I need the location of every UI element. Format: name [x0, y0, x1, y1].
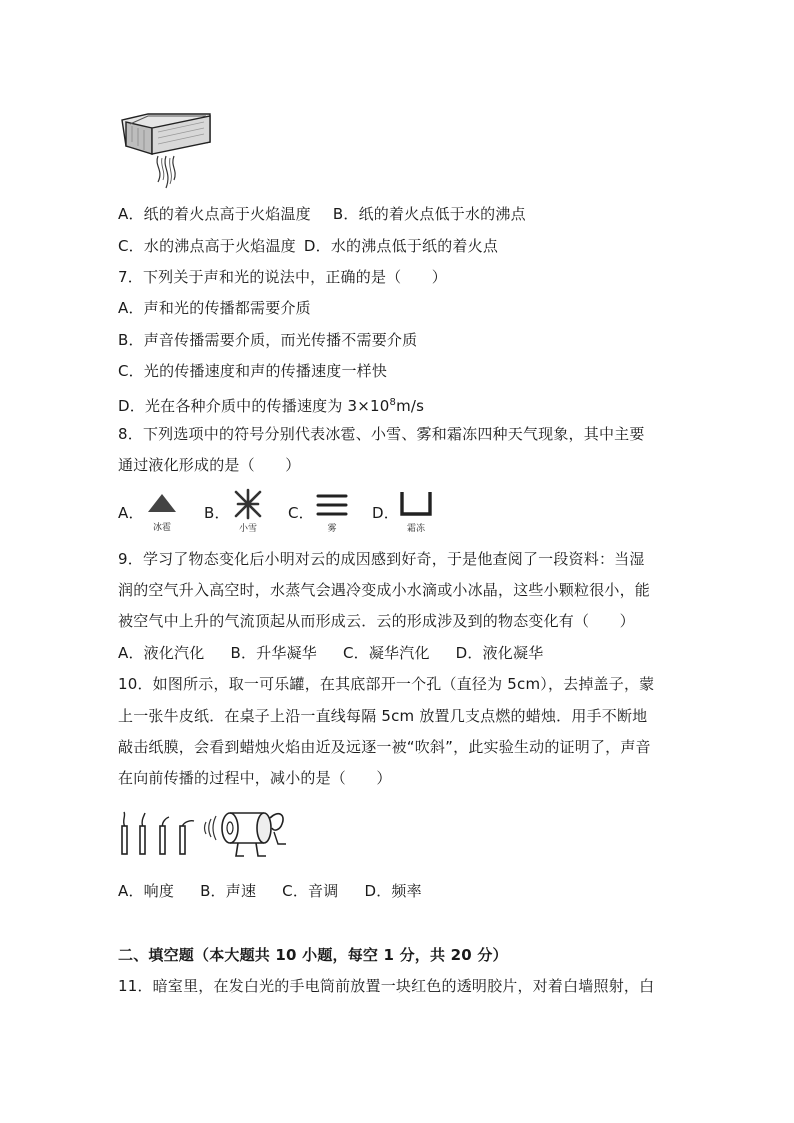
q9-option-c[interactable]: C．凝华汽化	[342, 644, 430, 662]
q11-stem-line-1: 11．暗室里，在发白光的手电筒前放置一块红色的透明胶片，对着白墙照射，白	[118, 977, 655, 995]
q8-option-d-letter[interactable]: D．	[372, 504, 399, 522]
q8-option-b-letter[interactable]: B．	[204, 504, 230, 522]
paper-box-flame-figure	[118, 112, 218, 194]
frost-symbol-icon	[394, 486, 438, 536]
q9-stem-line-1: 9．学习了物态变化后小明对云的成因感到好奇，于是他查阅了一段资料：当湿	[118, 550, 645, 568]
q7-option-c[interactable]: C．光的传播速度和声的传播速度一样快	[118, 362, 388, 380]
section-2-heading: 二、填空题（本大题共 10 小题，每空 1 分，共 20 分）	[118, 946, 508, 964]
q7-stem: 7．下列关于声和光的说法中，正确的是（ ）	[118, 268, 447, 286]
q9-option-b[interactable]: B．升华凝华	[230, 644, 317, 662]
q7-option-a[interactable]: A．声和光的传播都需要介质	[118, 299, 311, 317]
q6-option-d[interactable]: D．水的沸点低于纸的着火点	[303, 237, 499, 255]
q6-option-c[interactable]: C．水的沸点高于火焰温度	[118, 237, 296, 255]
q7-option-d-prefix: D．光在各种介质中的传播速度为 3×10	[118, 397, 390, 415]
q8-caption-b: 小雪	[238, 524, 258, 534]
q6-option-b[interactable]: B．纸的着火点低于水的沸点	[332, 205, 526, 223]
candles-and-can-figure	[118, 800, 298, 864]
q6-options-row-1	[118, 204, 526, 224]
q8-option-a-letter[interactable]: A．	[118, 504, 144, 522]
q9-stem-line-3: 被空气中上升的气流顶起从而形成云．云的形成涉及到的物态变化有（ ）	[118, 612, 635, 630]
q7-option-d-unit: m/s	[396, 397, 425, 415]
q9-option-d[interactable]: D．液化凝华	[455, 644, 544, 662]
q7-option-b[interactable]: B．声音传播需要介质，而光传播不需要介质	[118, 331, 418, 349]
fog-symbol-icon	[310, 488, 354, 536]
q10-option-b[interactable]: B．声速	[200, 882, 257, 900]
snow-symbol-icon	[226, 486, 270, 536]
q10-option-d[interactable]: D．频率	[364, 882, 422, 900]
q8-option-c-letter[interactable]: C．	[288, 504, 314, 522]
q9-option-a[interactable]: A．液化汽化	[118, 644, 205, 662]
q10-options-row	[118, 881, 422, 901]
q10-option-c[interactable]: C．音调	[282, 882, 339, 900]
q9-stem-line-2: 润的空气升入高空时，水蒸气会遇冷变成小水滴或小冰晶，这些小颗粒很小，能	[118, 581, 651, 599]
q10-stem-line-3: 敲击纸膜，会看到蜡烛火焰由近及远逐一被“吹斜”，此实验生动的证明了，声音	[118, 738, 651, 756]
q10-stem-line-4: 在向前传播的过程中，减小的是（ ）	[118, 769, 392, 787]
q10-stem-line-1: 10．如图所示，取一可乐罐，在其底部开一个孔（直径为 5cm），去掉盖子，蒙	[118, 675, 655, 693]
q8-caption-c: 雾	[327, 524, 337, 534]
q6-option-a[interactable]: A．纸的着火点高于火焰温度	[118, 205, 311, 223]
hail-symbol-icon	[140, 488, 184, 536]
q9-options-row	[118, 643, 543, 663]
q10-option-a[interactable]: A．响度	[118, 882, 175, 900]
q6-options-row-2	[118, 236, 498, 256]
q8-caption-d: 霜冻	[406, 524, 426, 534]
q10-stem-line-2: 上一张牛皮纸．在桌子上沿一直线每隔 5cm 放置几支点燃的蜡烛．用手不断地	[118, 707, 648, 725]
q7-option-d[interactable]	[118, 393, 424, 416]
q8-caption-a: 冰雹	[152, 523, 172, 533]
q8-stem-line-1: 8．下列选项中的符号分别代表冰雹、小雪、雾和霜冻四种天气现象，其中主要	[118, 425, 645, 443]
q7-option-d-exponent: 8	[389, 397, 397, 408]
q8-stem-line-2: 通过液化形成的是（ ）	[118, 456, 301, 474]
